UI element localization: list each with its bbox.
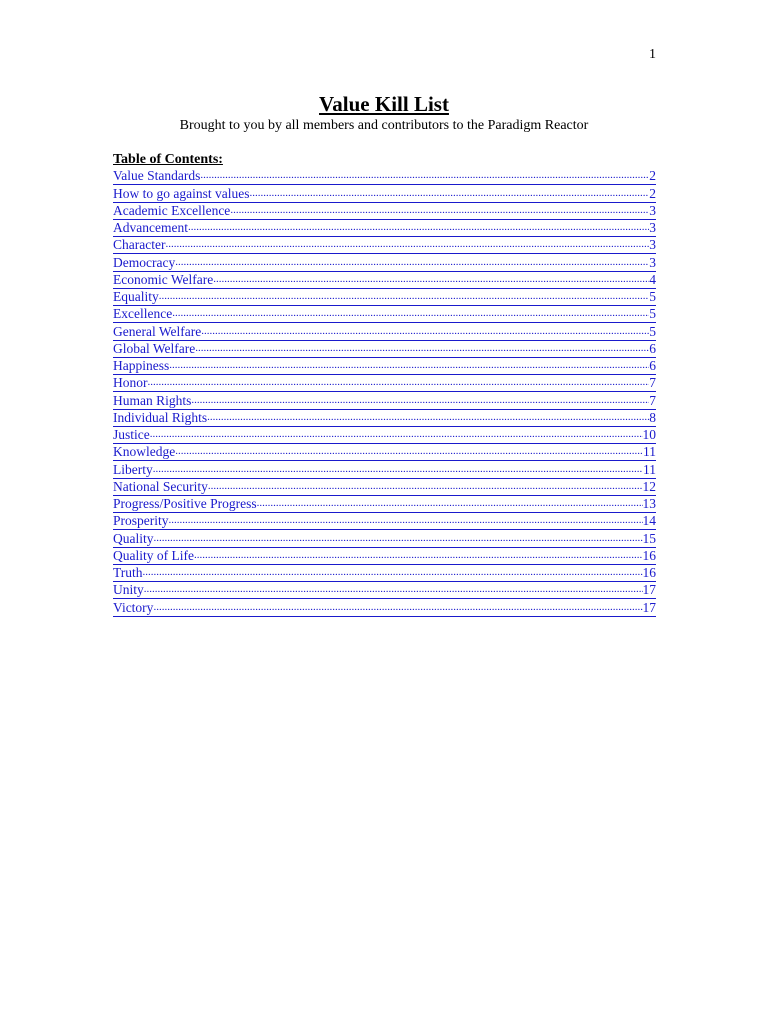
toc-entry-page: 11 [643,461,656,477]
toc-entry-page: 15 [642,530,656,546]
toc-entry-page: 11 [643,444,656,460]
toc-dot-leader [144,582,643,598]
toc-entry-label: Individual Rights [113,409,208,425]
toc-entry[interactable] [113,306,656,323]
toc-list [113,168,656,617]
toc-entry-page: 3 [649,202,656,218]
toc-entry[interactable] [113,237,656,254]
toc-entry[interactable] [113,496,656,513]
toc-entry[interactable] [113,530,656,547]
toc-entry[interactable] [113,599,656,616]
toc-dot-leader [148,375,650,391]
toc-dot-leader [200,168,649,184]
toc-entry-label: Economic Welfare [113,271,214,287]
toc-entry[interactable] [113,341,656,358]
toc-dot-leader [153,599,642,615]
toc-entry-label: Unity [113,582,144,598]
toc-entry-page: 3 [649,237,656,253]
toc-entry-page: 17 [642,599,656,615]
toc-entry-label: Character [113,237,166,253]
toc-entry[interactable] [113,289,656,306]
toc-dot-leader [169,513,643,529]
toc-entry-page: 2 [649,168,656,184]
toc-entry[interactable] [113,410,656,427]
toc-entry-page: 3 [649,254,656,270]
toc-entry[interactable] [113,272,656,289]
toc-dot-leader [195,341,649,357]
toc-dot-leader [188,220,649,236]
toc-entry[interactable] [113,461,656,478]
toc-entry-page: 17 [642,582,656,598]
toc-entry[interactable] [113,185,656,202]
page-number: 1 [649,47,656,62]
toc-entry-label: Quality of Life [113,547,194,563]
document-subtitle: Brought to you by all members and contributors to the Paradigm Reactor [179,118,589,133]
toc-entry-label: Excellence [113,306,173,322]
toc-entry[interactable] [113,565,656,582]
toc-entry[interactable] [113,513,656,530]
toc-entry-label: Truth [113,565,143,580]
toc-dot-leader [172,306,649,322]
toc-entry[interactable] [113,168,656,185]
toc-entry[interactable] [113,548,656,565]
toc-entry-label: Advancement [113,220,188,235]
toc-entry[interactable] [113,323,656,340]
toc-entry-label: National Security [113,478,208,494]
toc-entry-label: Prosperity [113,513,169,529]
toc-entry-label: Justice [113,427,150,442]
toc-dot-leader [257,496,643,512]
toc-entry-label: Democracy [113,254,176,270]
toc-dot-leader [143,565,643,581]
toc-dot-leader [201,323,649,339]
toc-dot-leader [153,461,643,477]
toc-dot-leader [194,548,643,564]
toc-dot-leader [208,479,643,495]
toc-entry[interactable] [113,479,656,496]
toc-entry-page: 7 [649,392,656,408]
toc-entry-page: 7 [649,375,656,391]
toc-entry-label: How to go against values [113,185,250,201]
toc-entry-label: Progress/Positive Progress [113,496,257,511]
toc-entry-page: 14 [642,513,656,529]
toc-entry[interactable] [113,582,656,599]
toc-dot-leader [213,272,649,288]
toc-entry-label: Human Rights [113,392,192,408]
table-of-contents [113,151,656,617]
toc-dot-leader [191,392,649,408]
toc-entry-page: 5 [649,289,656,304]
toc-entry[interactable] [113,375,656,392]
document-title: Value Kill List [319,92,449,116]
toc-entry-page: 5 [649,306,656,322]
toc-entry-label: Value Standards [113,168,201,184]
toc-dot-leader [175,444,643,460]
toc-entry-label: Knowledge [113,444,176,460]
toc-entry[interactable] [113,444,656,461]
toc-entry-page: 3 [649,220,656,235]
toc-entry-label: Global Welfare [113,340,196,356]
toc-entry[interactable] [113,392,656,409]
toc-entry-page: 4 [649,271,656,287]
toc-entry-label: Equality [113,289,159,304]
toc-entry-page: 6 [649,358,656,373]
toc-entry[interactable] [113,254,656,271]
toc-entry-page: 6 [649,340,656,356]
toc-dot-leader [249,185,649,201]
toc-entry-page: 5 [649,323,656,339]
toc-entry-page: 2 [649,185,656,201]
toc-dot-leader [169,358,649,374]
toc-entry-label: Academic Excellence [113,202,231,218]
toc-dot-leader [230,203,649,219]
toc-dot-leader [165,237,649,253]
toc-dot-leader [159,289,650,305]
toc-entry[interactable] [113,358,656,375]
toc-dot-leader [175,254,649,270]
toc-entry[interactable] [113,220,656,237]
toc-entry-label: Liberty [113,461,153,477]
toc-dot-leader [154,530,643,546]
toc-entry-page: 8 [649,409,656,425]
toc-entry-label: Happiness [113,358,170,373]
toc-entry[interactable] [113,203,656,220]
toc-entry-page: 10 [642,427,656,442]
toc-heading: Table of Contents: [113,152,223,167]
toc-entry-page: 16 [642,547,656,563]
toc-entry-label: Victory [113,599,154,615]
toc-entry-page: 13 [642,496,656,511]
toc-entry[interactable] [113,427,656,444]
toc-entry-page: 12 [642,478,656,494]
toc-entry-label: Honor [113,375,148,391]
toc-dot-leader [207,410,649,426]
toc-dot-leader [150,427,643,443]
toc-entry-label: Quality [113,530,154,546]
toc-entry-label: General Welfare [113,323,202,339]
toc-entry-page: 16 [642,565,656,580]
